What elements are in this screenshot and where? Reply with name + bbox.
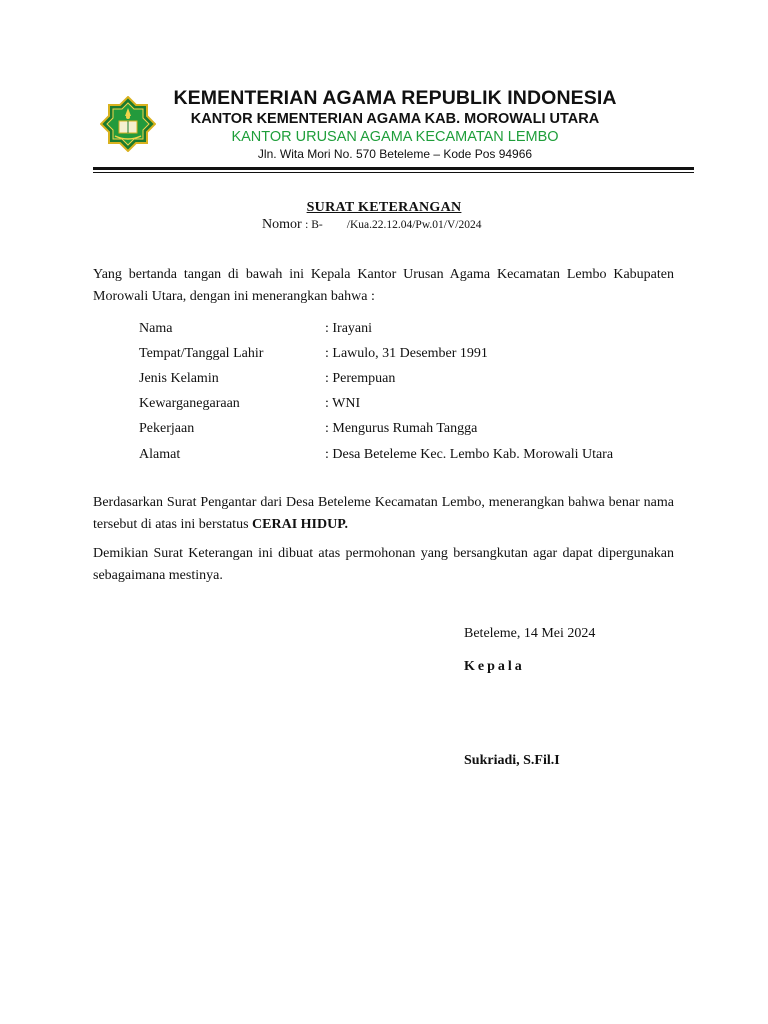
letterhead-divider-thick xyxy=(93,167,694,170)
detail-value: : Perempuan xyxy=(325,370,396,386)
detail-label: Kewarganegaraan xyxy=(139,396,240,412)
detail-value: : Lawulo, 31 Desember 1991 xyxy=(325,345,488,361)
regional-office-name: KANTOR KEMENTERIAN AGAMA KAB. MOROWALI UTARA xyxy=(190,111,600,127)
letterhead xyxy=(160,86,630,162)
detail-row xyxy=(139,316,699,341)
intro-paragraph: Yang bertanda tangan di bawah ini Kepala Kantor Urusan Agama Kecamatan Lembo Kabupaten Morowali Utara, dengan ini menerangkan bahwa : xyxy=(93,267,674,304)
kua-office-name: KANTOR URUSAN AGAMA KECAMATAN LEMBO xyxy=(231,129,559,145)
detail-value: : Irayani xyxy=(325,320,373,336)
detail-label: Pekerjaan xyxy=(139,421,195,437)
signer-role: Kepala xyxy=(464,659,525,674)
detail-label: Nama xyxy=(139,320,173,336)
detail-value: : WNI xyxy=(325,396,361,412)
office-address: Jln. Wita Mori No. 570 Beteleme – Kode Pos 94966 xyxy=(257,147,533,161)
detail-value: : Mengurus Rumah Tangga xyxy=(325,421,478,437)
status-paragraph xyxy=(93,492,674,536)
letter-number xyxy=(262,217,481,233)
detail-row xyxy=(139,442,699,467)
detail-label: Jenis Kelamin xyxy=(139,370,219,386)
marital-status: CERAI HIDUP. xyxy=(252,517,348,532)
detail-label: Alamat xyxy=(139,446,181,462)
ministry-name: KEMENTERIAN AGAMA REPUBLIK INDONESIA xyxy=(173,87,617,109)
detail-row xyxy=(139,417,699,442)
letter-number-suffix: /Kua.22.12.04/Pw.01/V/2024 xyxy=(346,219,482,231)
detail-row xyxy=(139,366,699,391)
status-text: Berdasarkan Surat Pengantar dari Desa Beteleme Kecamatan Lembo, menerangkan bahwa benar nama tersebut di atas ini berstatus xyxy=(93,495,674,532)
kemenag-emblem-icon xyxy=(100,96,156,152)
letter-title: SURAT KETERANGAN xyxy=(306,200,462,215)
detail-row xyxy=(139,392,699,417)
detail-row xyxy=(139,341,699,366)
letter-number-prefix: : B- xyxy=(305,219,323,231)
letterhead-divider-thin xyxy=(93,172,694,173)
detail-label: Tempat/Tanggal Lahir xyxy=(139,345,264,361)
signer-name: Sukriadi, S.Fil.I xyxy=(464,753,560,768)
detail-value: : Desa Beteleme Kec. Lembo Kab. Morowali Utara xyxy=(325,446,614,462)
place-date: Beteleme, 14 Mei 2024 xyxy=(464,626,596,641)
letter-number-label: Nomor xyxy=(262,217,302,232)
personal-details-table xyxy=(139,316,699,467)
closing-paragraph: Demikian Surat Keterangan ini dibuat atas permohonan yang bersangkutan agar dapat dipergunakan sebagaimana mestinya. xyxy=(93,546,674,583)
